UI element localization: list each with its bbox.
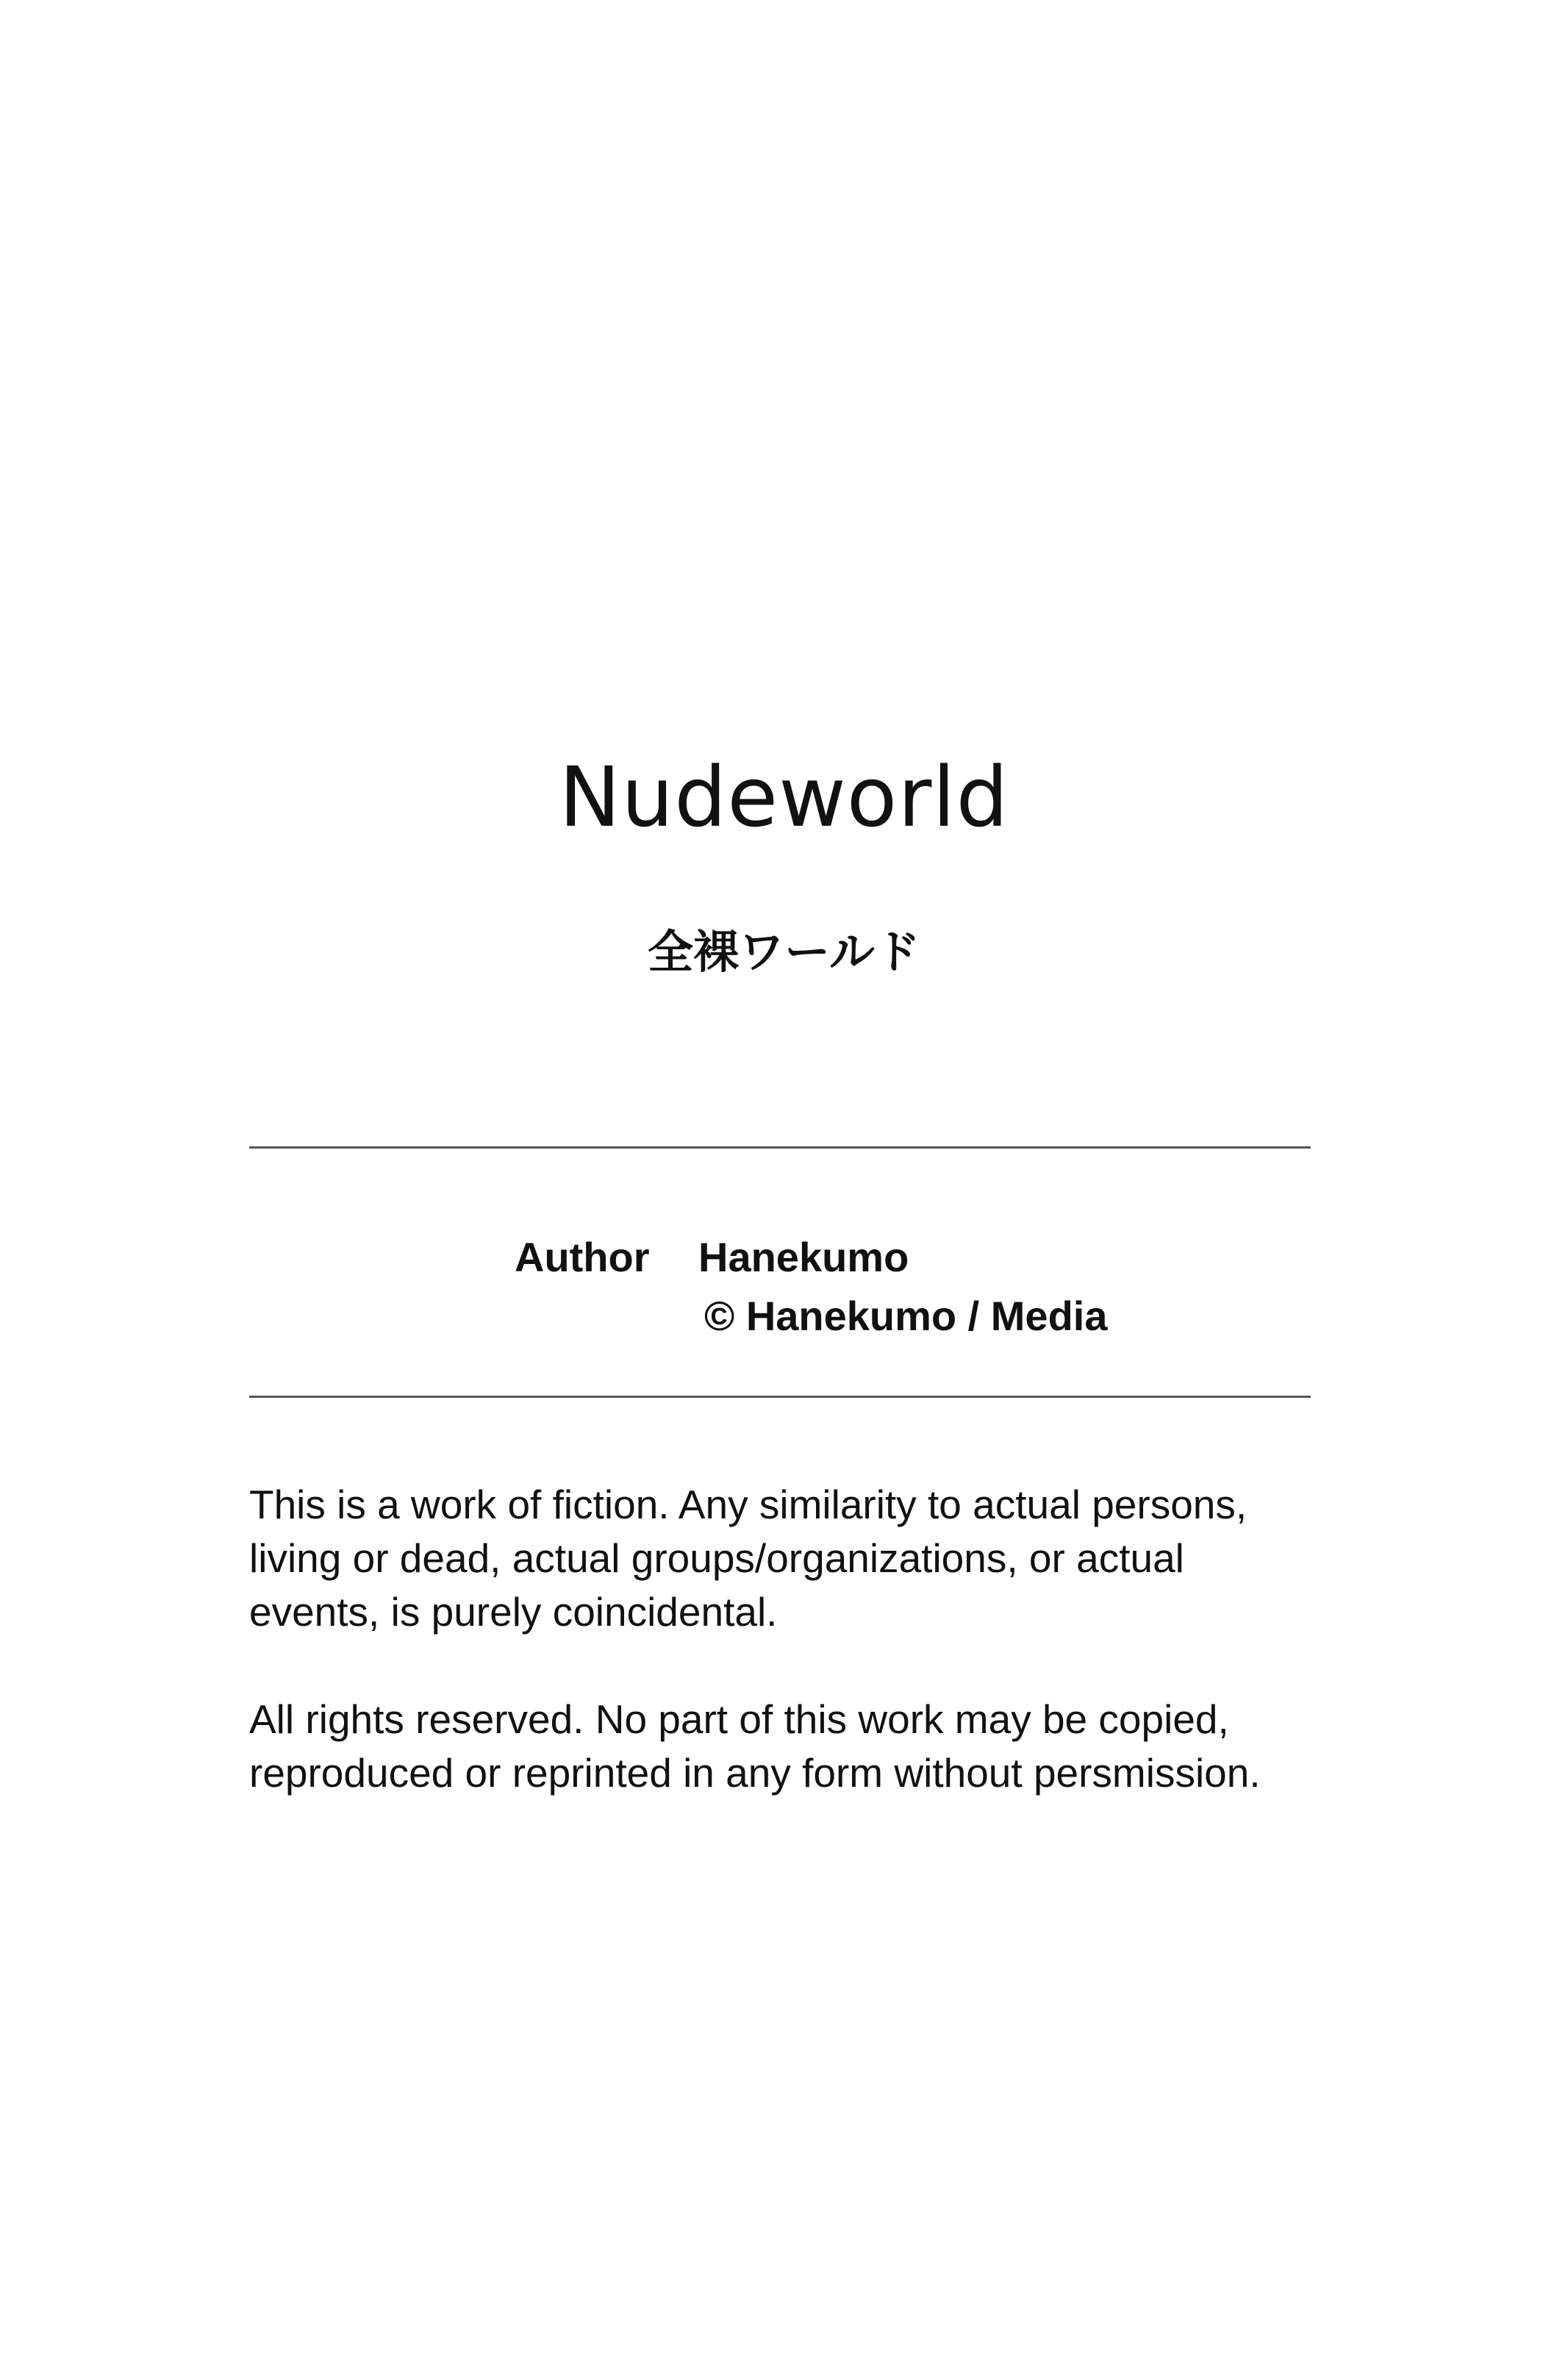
copyright-notice: © Hanekumo / Media — [704, 1293, 1108, 1339]
author-name: Hanekumo — [698, 1234, 909, 1280]
fiction-line: living or dead, actual groups/organizations, or actual — [249, 1535, 1184, 1581]
book-title: Nudeworld — [559, 750, 1009, 846]
rights-line: All rights reserved. No part of this work may be copied, — [249, 1696, 1229, 1742]
rights-notice — [249, 1693, 1352, 1800]
top-divider — [249, 1146, 1311, 1149]
fiction-line: This is a work of fiction. Any similarity to actual persons, — [249, 1482, 1247, 1527]
bottom-divider — [249, 1396, 1311, 1398]
japanese-title: 全裸ワールド — [648, 925, 920, 979]
fiction-disclaimer — [249, 1478, 1352, 1639]
fiction-line: events, is purely coincidental. — [249, 1589, 778, 1635]
rights-line: reproduced or reprinted in any form without persmission. — [249, 1750, 1261, 1796]
author-label: Author — [515, 1234, 650, 1280]
